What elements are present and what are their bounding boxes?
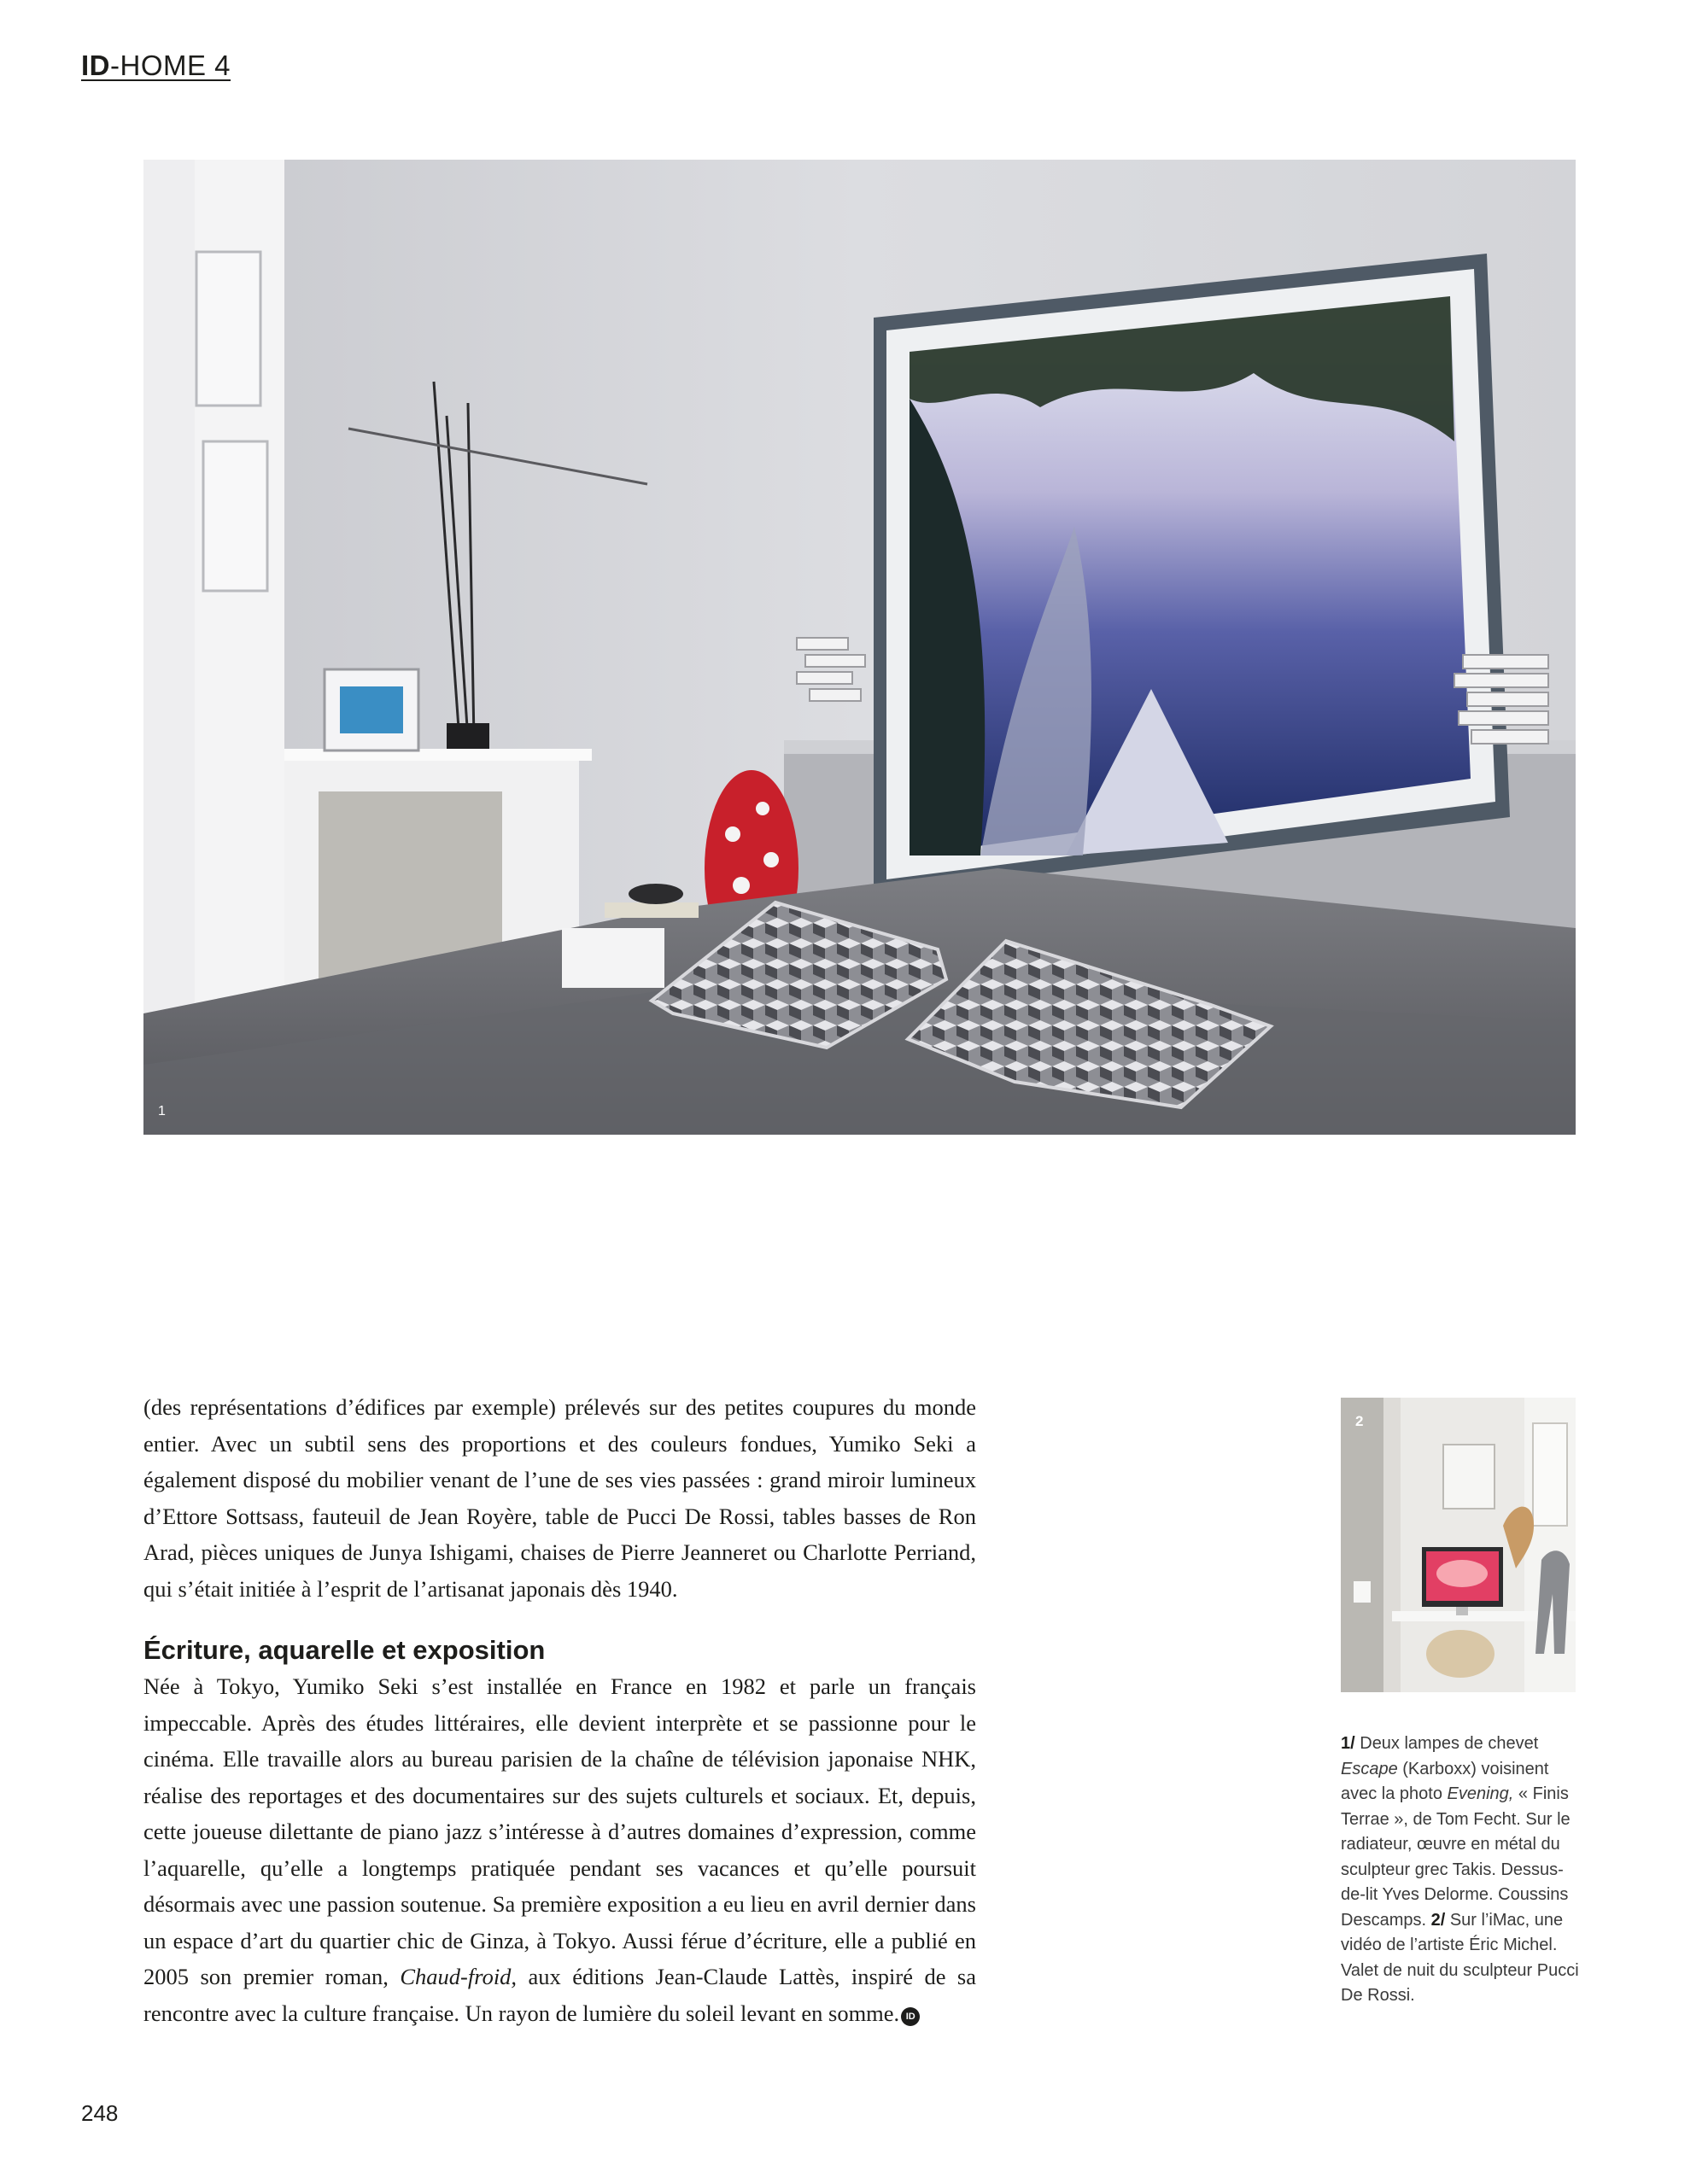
caption-italic-1: Escape [1341,1759,1398,1778]
header-section: -HOME 4 [110,50,231,81]
header-brand: ID [81,50,110,81]
photo-caption [1341,1731,1580,2009]
body-paragraph-2 [143,1668,976,2031]
subheading: Écriture, aquarelle et exposition [143,1635,546,1665]
caption-italic-2: Evening, [1447,1784,1514,1803]
caption-number-2: 2/ [1430,1910,1446,1930]
caption-text-1: Deux lampes de chevet [1354,1734,1539,1753]
body-paragraph-2-b: aux éditions Jean-Claude Lattès, inspiré de sa rencontre avec la culture française. Un rayon de lumière du soleil levant en somme. [143,1964,976,2026]
novel-title: Chaud-froid, [400,1964,518,1989]
end-mark-icon: ID [901,2007,920,2026]
office-photo [1341,1398,1576,1692]
page-number: 248 [81,2100,119,2126]
bedroom-photo [143,160,1576,1135]
caption-number-1: 1/ [1341,1734,1355,1753]
article-body [143,1389,976,2031]
photo-number-1: 1 [158,1104,166,1118]
running-header [81,50,231,82]
caption-text-4: Sur l’iMac, une vidéo de l’artiste Éric Michel. Valet de nuit du sculpteur Pucci De Rossi. [1341,1910,1579,2005]
photo-number-2: 2 [1355,1413,1364,1429]
body-paragraph-2-a: Née à Tokyo, Yumiko Seki s’est installée en France en 1982 et parle un français impeccable. Après des études littéraires, elle devient interprète et se passionne pour le cinéma. Elle travaille alors au bureau parisien de la chaîne de télévision japonaise NHK, réalise des reportages et des documentaires sur des sujets culturels et sociaux. Et, depuis, cette joueuse dilettante de piano jazz s’intéresse à d’autres domaines d’expression, comme l’aquarelle, qu’elle a longtemps pratiquée pendant ses vacances et qu’elle poursuit désormais avec une passion soutenue. Sa première exposition a eu lieu en avril dernier dans un espace d’art du quartier chic de Ginza, à Tokyo. Aussi férue d’écriture, elle a publié en 2005 son premier roman, [143,1673,976,1989]
caption-text-3: « Finis Terrae », de Tom Fecht. Sur le radiateur, œuvre en métal du sculpteur grec Takis. Dessus-de-lit Yves Delorme. Coussins Descamps. [1341,1784,1571,1930]
caption-text-2: (Karboxx) voisinent avec la photo [1341,1759,1549,1803]
body-paragraph-1: (des représentations d’édifices par exemple) prélevés sur des petites coupures du monde entier. Avec un subtil sens des proportions et des couleurs fondues, Yumiko Seki a également disposé du mobilier venant de l’une de ses vies passées : grand miroir lumineux d’Ettore Sottsass, fauteuil de Jean Royère, table de Pucci De Rossi, tables basses de Ron Arad, pièces uniques de Junya Ishigami, chaises de Pierre Jeanneret ou Charlotte Perriand, qui s’était initiée à l’esprit de l’artisanat japonais dès 1940. [143,1394,976,1602]
